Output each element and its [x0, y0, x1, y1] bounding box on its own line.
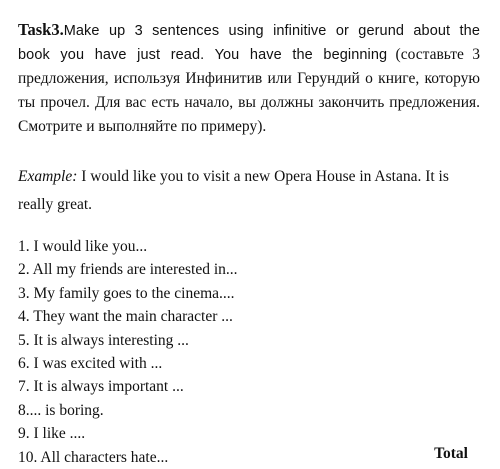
- total-label: Total: [434, 445, 468, 462]
- task-instruction-russian: (составьте 3 предложения, используя Инфинитив или Герундий о книге, которую ты прочел. Для вас есть начало, вы должны закончить предложения. Смотрите и выполняйте по примеру).: [18, 46, 480, 135]
- list-item: 8.... is boring.: [18, 401, 104, 419]
- list-item: 9. I like ....: [18, 425, 86, 443]
- sentence-list: [18, 235, 480, 469]
- list-item: 3. My family goes to the cinema....: [18, 284, 235, 302]
- list-item: 6. I was excited with ...: [18, 354, 163, 372]
- task-instruction: [18, 18, 480, 139]
- example-text: I would like you to visit a new Opera House in Astana. It is really great.: [18, 168, 449, 213]
- list-item: 1. I would like you...: [18, 238, 148, 255]
- example-label: Example:: [18, 168, 78, 185]
- list-item: 7. It is always important ...: [18, 378, 184, 396]
- worksheet: [18, 18, 480, 469]
- list-item: 10. All characters hate...: [18, 448, 169, 466]
- list-item: 2. All my friends are interested in...: [18, 261, 238, 279]
- task-instruction-english: Make up 3 sentences using infinitive or gerund about the book you have just read. You have the beginning: [18, 23, 480, 63]
- task-label: Task3.: [18, 20, 64, 39]
- list-item: 4. They want the main character ...: [18, 308, 233, 326]
- list-item: 5. It is always interesting ...: [18, 331, 189, 349]
- example: [18, 163, 480, 219]
